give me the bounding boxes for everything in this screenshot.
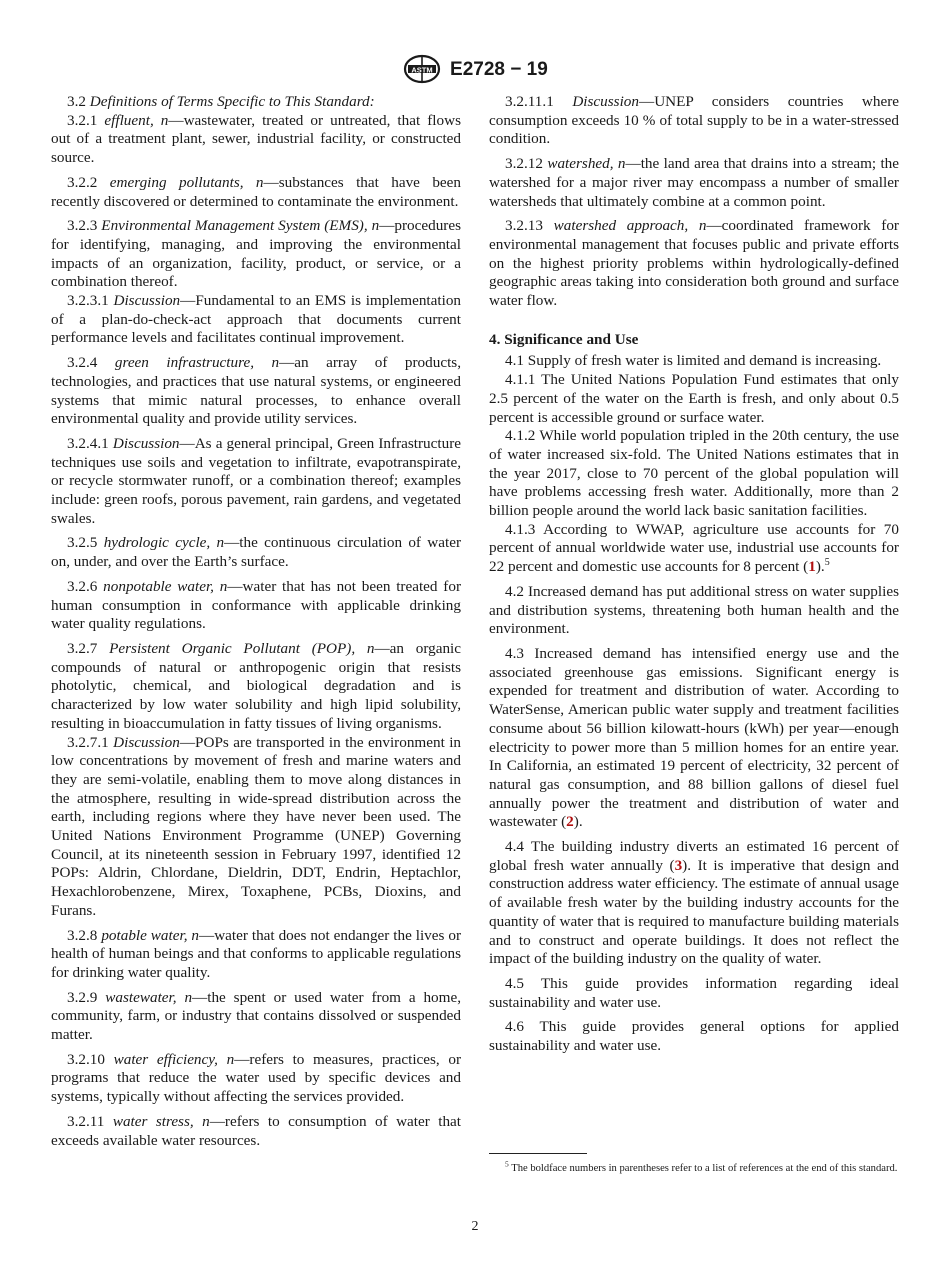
defined-term: potable water, n xyxy=(101,926,200,944)
defined-term: Discussion xyxy=(113,292,181,310)
definition-text: —wastewater, treated or untreated, that flows out of a treatment plant, sewer, industrial facility, or constructed source. xyxy=(51,111,461,167)
definition-3-2-11-1 xyxy=(489,93,899,149)
paragraph-4-5: 4.5 This guide provides information regarding ideal sustainability and water use. xyxy=(489,974,899,1011)
definition-3-2-9 xyxy=(51,989,461,1045)
footnote-divider xyxy=(489,1153,587,1154)
paragraph-4-4: 4.4 The building industry diverts an estimated 16 percent of global fresh water annually (3). It is imperative that design and construction address water efficiency. The estimate of annual usage of available fresh water by the building industry accounts for the quantity of water that is required to manufacture building materials and to construct and operate buildings. It does not reflect the impact of the building industry on the quality of water. xyxy=(489,838,899,968)
paragraph-4-6: 4.6 This guide provides general options for applied sustainability and water use. xyxy=(489,1018,899,1055)
definition-text: —an array of products, technologies, and practices that use natural systems, or engineered systems that mimic natural processes, to enhance overall environmental quality and provide utility services. xyxy=(51,354,462,428)
defined-term: emerging pollutants, n xyxy=(109,173,264,191)
definition-text: —an organic compounds of natural or anthropogenic origin that resists photolytic, chemical, and biological degradation and is characterized by low water solubility and high lipid solubility, resulting in bioaccumulation in fatty tissues of living organisms. xyxy=(51,639,462,732)
defined-term: water stress, n xyxy=(112,1112,210,1130)
paragraph-4-1-3: 4.1.3 According to WWAP, agriculture use accounts for 70 percent of annual worldwide water use, industrial use accounts for 22 percent and domestic use accounts for 8 percent (1).$^5$ xyxy=(489,520,899,576)
paragraph-4-1: 4.1 Supply of fresh water is limited and demand is increasing. xyxy=(505,352,882,370)
clause-number: 3.2.12 xyxy=(505,155,543,173)
paragraph-4-3: 4.3 Increased demand has intensified energy use and the associated greenhouse gas emissions. Significant energy is expended for treatment and distribution of water. According to WaterSense, American public water supply and treatment facilities consume about 56 billion kilowatt-hours (kWh) per year—enough electricity to power more than 5 million homes for an entire year. In California, an estimated 19 percent of electricity, 32 percent of natural gas consumption, and 88 billion gallons of diesel fuel annually power the treatment and distribution of water and wastewater (2). xyxy=(489,644,899,831)
astm-logo-icon xyxy=(402,54,442,84)
definition-3-2-4 xyxy=(51,354,461,429)
clause-number: 3.2.10 xyxy=(67,1050,105,1068)
page-header xyxy=(0,54,950,84)
clause-number: 3.2.11.1 xyxy=(505,93,554,110)
definition-text: —refers to consumption of water that exceeds available water resources. xyxy=(51,1112,461,1149)
definition-3-2-3-1 xyxy=(51,292,461,348)
definition-3-2-13 xyxy=(489,217,899,311)
defined-term: hydrologic cycle, n xyxy=(103,534,225,552)
definition-text: —As a general principal, Green Infrastructure techniques use soils and vegetation to infiltrate, evapotranspirate, or recycle stormwater runoff, or a combination thereof; examples include: green roofs, porous pavement, rain gardens, and vegetated swales. xyxy=(51,434,461,527)
definition-3-2-1 xyxy=(51,112,461,168)
definition-text: —water that does not endanger the lives or health of human beings and that conforms to applicable regulations for drinking water quality. xyxy=(51,926,462,981)
clause-number: 3.2.7.1 xyxy=(67,733,109,751)
footnote-marker[interactable]: 5 xyxy=(824,557,830,569)
definition-3-2-4-1 xyxy=(51,435,461,529)
definition-text: —the continuous circulation of water on, under, and over the Earth’s surface. xyxy=(51,534,462,571)
clause-number: 3.2.9 xyxy=(67,988,98,1006)
defined-term: water efficiency, n xyxy=(113,1050,235,1068)
defined-term: Discussion xyxy=(572,93,639,110)
definition-3-2-5 xyxy=(51,534,461,571)
defined-term: nonpotable water, n xyxy=(103,577,228,595)
clause-number: 3.2.11 xyxy=(67,1112,105,1130)
clause-number: 3.2.1 xyxy=(67,111,98,129)
clause-number: 3.2.4 xyxy=(67,354,98,372)
clause-number: 3.2.3.1 xyxy=(67,292,109,310)
definition-3-2-7-1 xyxy=(51,734,461,921)
definition-3-2-2 xyxy=(51,174,461,211)
definition-text: —Fundamental to an EMS is implementation of a plan-do-check-act approach that documents current performance levels and facilitates continual improvement. xyxy=(51,292,462,347)
definition-3-2-7 xyxy=(51,640,461,734)
footnote-text: The boldface numbers in parentheses refer to a list of references at the end of this standard. xyxy=(511,1163,898,1174)
defined-term: wastewater, n xyxy=(105,988,193,1006)
defined-term: Environmental Management System (EMS), n xyxy=(101,217,380,235)
clause-number: 3.2.2 xyxy=(67,173,98,191)
clause-number: 3.2.13 xyxy=(505,217,543,235)
defined-term: watershed, n xyxy=(547,155,626,173)
definition-text: —coordinated framework for environmental management that focuses public and private efforts on the highest priority problems within hydrologically-defined geographic areas taking into consideration both ground and surface water flow. xyxy=(489,217,899,310)
reference-link[interactable]: 3 xyxy=(674,856,683,874)
clause-number: 3.2 xyxy=(67,93,86,110)
definition-text: —the spent or used water from a home, community, farm, or industry that contains dissolved or suspended matter. xyxy=(51,988,462,1044)
definition-text: —POPs are transported in the environment in low concentrations by movement of fresh and marine waters and they are semi-volatile, enabling them to move along distances in the atmosphere, resulting in wide-spread distribution across the earth, including regions where they have never been used. The United Nations Environment Programme (UNEP) Governing Council, at its nineteenth session in February 1997, identified 12 POPs: Aldrin, Chlordane, Dieldrin, DDT, Endrin, Heptachlor, Hexachlorobenzene, Mirex, Toxaphene, PCBs, Dioxins, and Furans. xyxy=(51,733,462,919)
footnote xyxy=(489,1161,899,1176)
right-column xyxy=(489,93,899,1062)
definition-3-2-10 xyxy=(51,1051,461,1107)
paragraph-4-1-1: 4.1.1 The United Nations Population Fund estimates that only 2.5 percent of the water on the Earth is fresh, and only about 0.5 percent is accessible ground or surface water. xyxy=(489,371,899,426)
left-column xyxy=(51,93,461,1156)
clause-number: 3.2.3 xyxy=(67,217,98,235)
definition-3-2-11 xyxy=(51,1113,461,1150)
definition-text: —substances that have been recently discovered or determined to contaminate the environment. xyxy=(51,173,461,210)
defined-term: Discussion xyxy=(112,434,180,452)
definition-text: —water that has not been treated for human consumption in conformance with applicable drinking water quality regulations. xyxy=(51,577,462,633)
defined-term: Discussion xyxy=(113,733,180,751)
definition-text: —UNEP considers countries where consumption exceeds 10 % of total supply to be in a water-stressed condition. xyxy=(489,93,899,148)
defined-term: green infrastructure, n xyxy=(114,354,280,372)
reference-link[interactable]: 2 xyxy=(566,813,574,831)
definition-text: —the land area that drains into a stream; the watershed for a major river may encompass a number of smaller watersheds that ultimately combine at a common point. xyxy=(489,155,900,210)
footnote-mark: 5 xyxy=(505,1159,509,1169)
standard-designation: E2728 − 19 xyxy=(450,58,548,80)
clause-number: 3.2.4.1 xyxy=(67,434,109,452)
page-number: 2 xyxy=(471,1219,479,1234)
paragraph-4-2: 4.2 Increased demand has put additional stress on water supplies and distribution systems, threatening both human health and the environment. xyxy=(489,582,899,638)
clause-number: 3.2.7 xyxy=(67,639,98,657)
clause-number: 3.2.6 xyxy=(67,577,98,595)
clause-number: 3.2.8 xyxy=(67,926,98,944)
section-heading: 4. Significance and Use xyxy=(489,330,639,348)
reference-link[interactable]: 1 xyxy=(808,558,816,576)
definition-text: —refers to measures, practices, or programs that reduce the water used by specific devices and systems, typically without affecting the services provided. xyxy=(51,1050,462,1106)
definition-text: —procedures for identifying, managing, and improving the environmental impacts of an organization, facility, product, or service, or a combination thereof. xyxy=(51,217,461,291)
definition-3-2-8 xyxy=(51,927,461,983)
definition-3-2 xyxy=(51,93,461,112)
svg-text:ASTM: ASTM xyxy=(411,65,433,75)
definition-3-2-6 xyxy=(51,578,461,634)
defined-term: Persistent Organic Pollutant (POP), n xyxy=(109,639,375,657)
clause-number: 3.2.5 xyxy=(67,534,98,552)
definition-3-2-3 xyxy=(51,217,461,292)
defined-term: Definitions of Terms Specific to This Standard: xyxy=(89,93,375,110)
paragraph-4-1-2: 4.1.2 While world population tripled in the 20th century, the use of water increased six-fold. The United Nations estimates that in the year 2017, close to 70 percent of the global population will have problems accessing fresh water. Additionally, more than 2 billion people around the world lack basic sanitation facilities. xyxy=(489,427,899,520)
defined-term: effluent, n xyxy=(104,111,169,129)
defined-term: watershed approach, n xyxy=(553,217,707,235)
definition-3-2-12 xyxy=(489,155,899,211)
